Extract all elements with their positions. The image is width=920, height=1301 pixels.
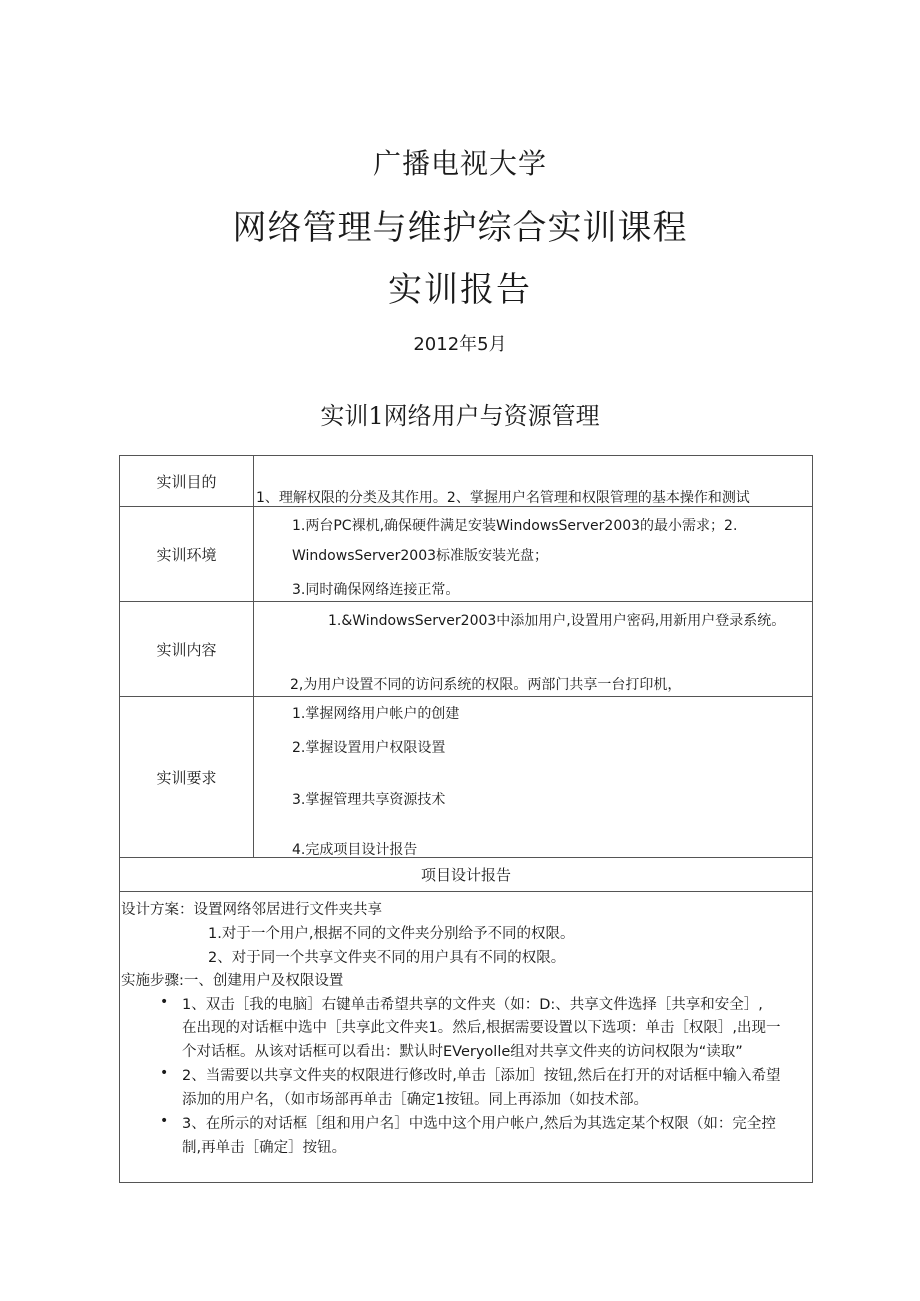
requirement-item: 2.掌握设置用户权限设置 — [292, 740, 446, 756]
environment-line-2: WindowsServer2003标准版安装光盘； — [292, 548, 549, 564]
content-label: 实训内容 — [120, 602, 254, 697]
content-content — [254, 602, 813, 697]
purpose-label: 实训目的 — [120, 456, 254, 507]
step-2-line-1: 2、当需要以共享文件夹的权限进行修改时,单击［添加］按钮,然后在打开的对话框中输入希望 — [182, 1068, 781, 1084]
step-3-line-2: 制,再单击［确定］按钮。 — [182, 1140, 347, 1156]
design-body-row — [120, 892, 813, 1183]
purpose-content — [254, 456, 813, 507]
lab-table — [119, 455, 813, 1183]
design-report-body — [120, 892, 813, 1183]
report-date: 2012年5月 — [413, 334, 507, 355]
content-line-1: 1.&WindowsServer2003中添加用户,设置用户密码,用新用户登录系统。 — [328, 613, 786, 629]
content-row — [120, 602, 813, 697]
design-report-header: 项目设计报告 — [120, 858, 813, 892]
requirement-item: 3.掌握管理共享资源技术 — [292, 792, 446, 808]
bullet-icon: • — [160, 1113, 169, 1129]
step-1-line-3: 个对话框。从该对话框可以看出：默认时EVeryolle组对共享文件夹的访问权限为“读取” — [182, 1044, 743, 1060]
environment-label: 实训环境 — [120, 507, 254, 602]
purpose-text: 1、理解权限的分类及其作用。2、掌握用户名管理和权限管理的基本操作和测试 — [256, 490, 750, 506]
content-line-2: 2,为用户设置不同的访问系统的权限。两部门共享一台打印机， — [290, 677, 682, 693]
environment-line-3: 3.同时确保网络连接正常。 — [292, 582, 460, 598]
course-title: 网络管理与维护综合实训课程 — [232, 208, 688, 248]
step-1-line-2: 在出现的对话框中选中［共享此文件夹1。然后,根据需要设置以下选项：单击［权限］,出现一 — [182, 1020, 781, 1036]
environment-line-1: 1.两台PC裸机,确保硬件满足安装WindowsServer2003的最小需求；2. — [292, 518, 738, 534]
report-title: 实训报告 — [388, 270, 532, 310]
design-scheme-item: 1.对于一个用户,根据不同的文件夹分别给予不同的权限。 — [208, 926, 575, 942]
lab-title: 实训1网络用户与资源管理 — [320, 402, 600, 430]
design-scheme-item: 2、对于同一个共享文件夹不同的用户具有不同的权限。 — [208, 950, 566, 966]
bullet-icon: • — [160, 994, 169, 1010]
step-3-line-1: 3、在所示的对话框［组和用户名］中选中这个用户帐户,然后为其选定某个权限（如：完全控 — [182, 1116, 776, 1132]
step-1-line-1: 1、双击［我的电脑］右键单击希望共享的文件夹（如：D:、共享文件选择［共享和安全］, — [182, 997, 763, 1013]
environment-content — [254, 507, 813, 602]
purpose-row — [120, 456, 813, 507]
bullet-icon: • — [160, 1065, 169, 1081]
step-2-line-2: 添加的用户名，（如市场部再单击［确定1按钮。同上再添加（如技术部。 — [182, 1092, 648, 1108]
requirements-label: 实训要求 — [120, 697, 254, 858]
requirement-item: 4.完成项目设计报告 — [292, 842, 418, 858]
requirements-row — [120, 697, 813, 858]
requirements-content — [254, 697, 813, 858]
requirement-item: 1.掌握网络用户帐户的创建 — [292, 706, 460, 722]
design-header-row — [120, 858, 813, 892]
environment-row — [120, 507, 813, 602]
school-name: 广播电视大学 — [372, 147, 547, 180]
design-scheme: 设计方案：设置网络邻居进行文件夹共享 — [121, 902, 382, 918]
implementation-steps-heading: 实施步骤:一、创建用户及权限设置 — [121, 973, 344, 989]
